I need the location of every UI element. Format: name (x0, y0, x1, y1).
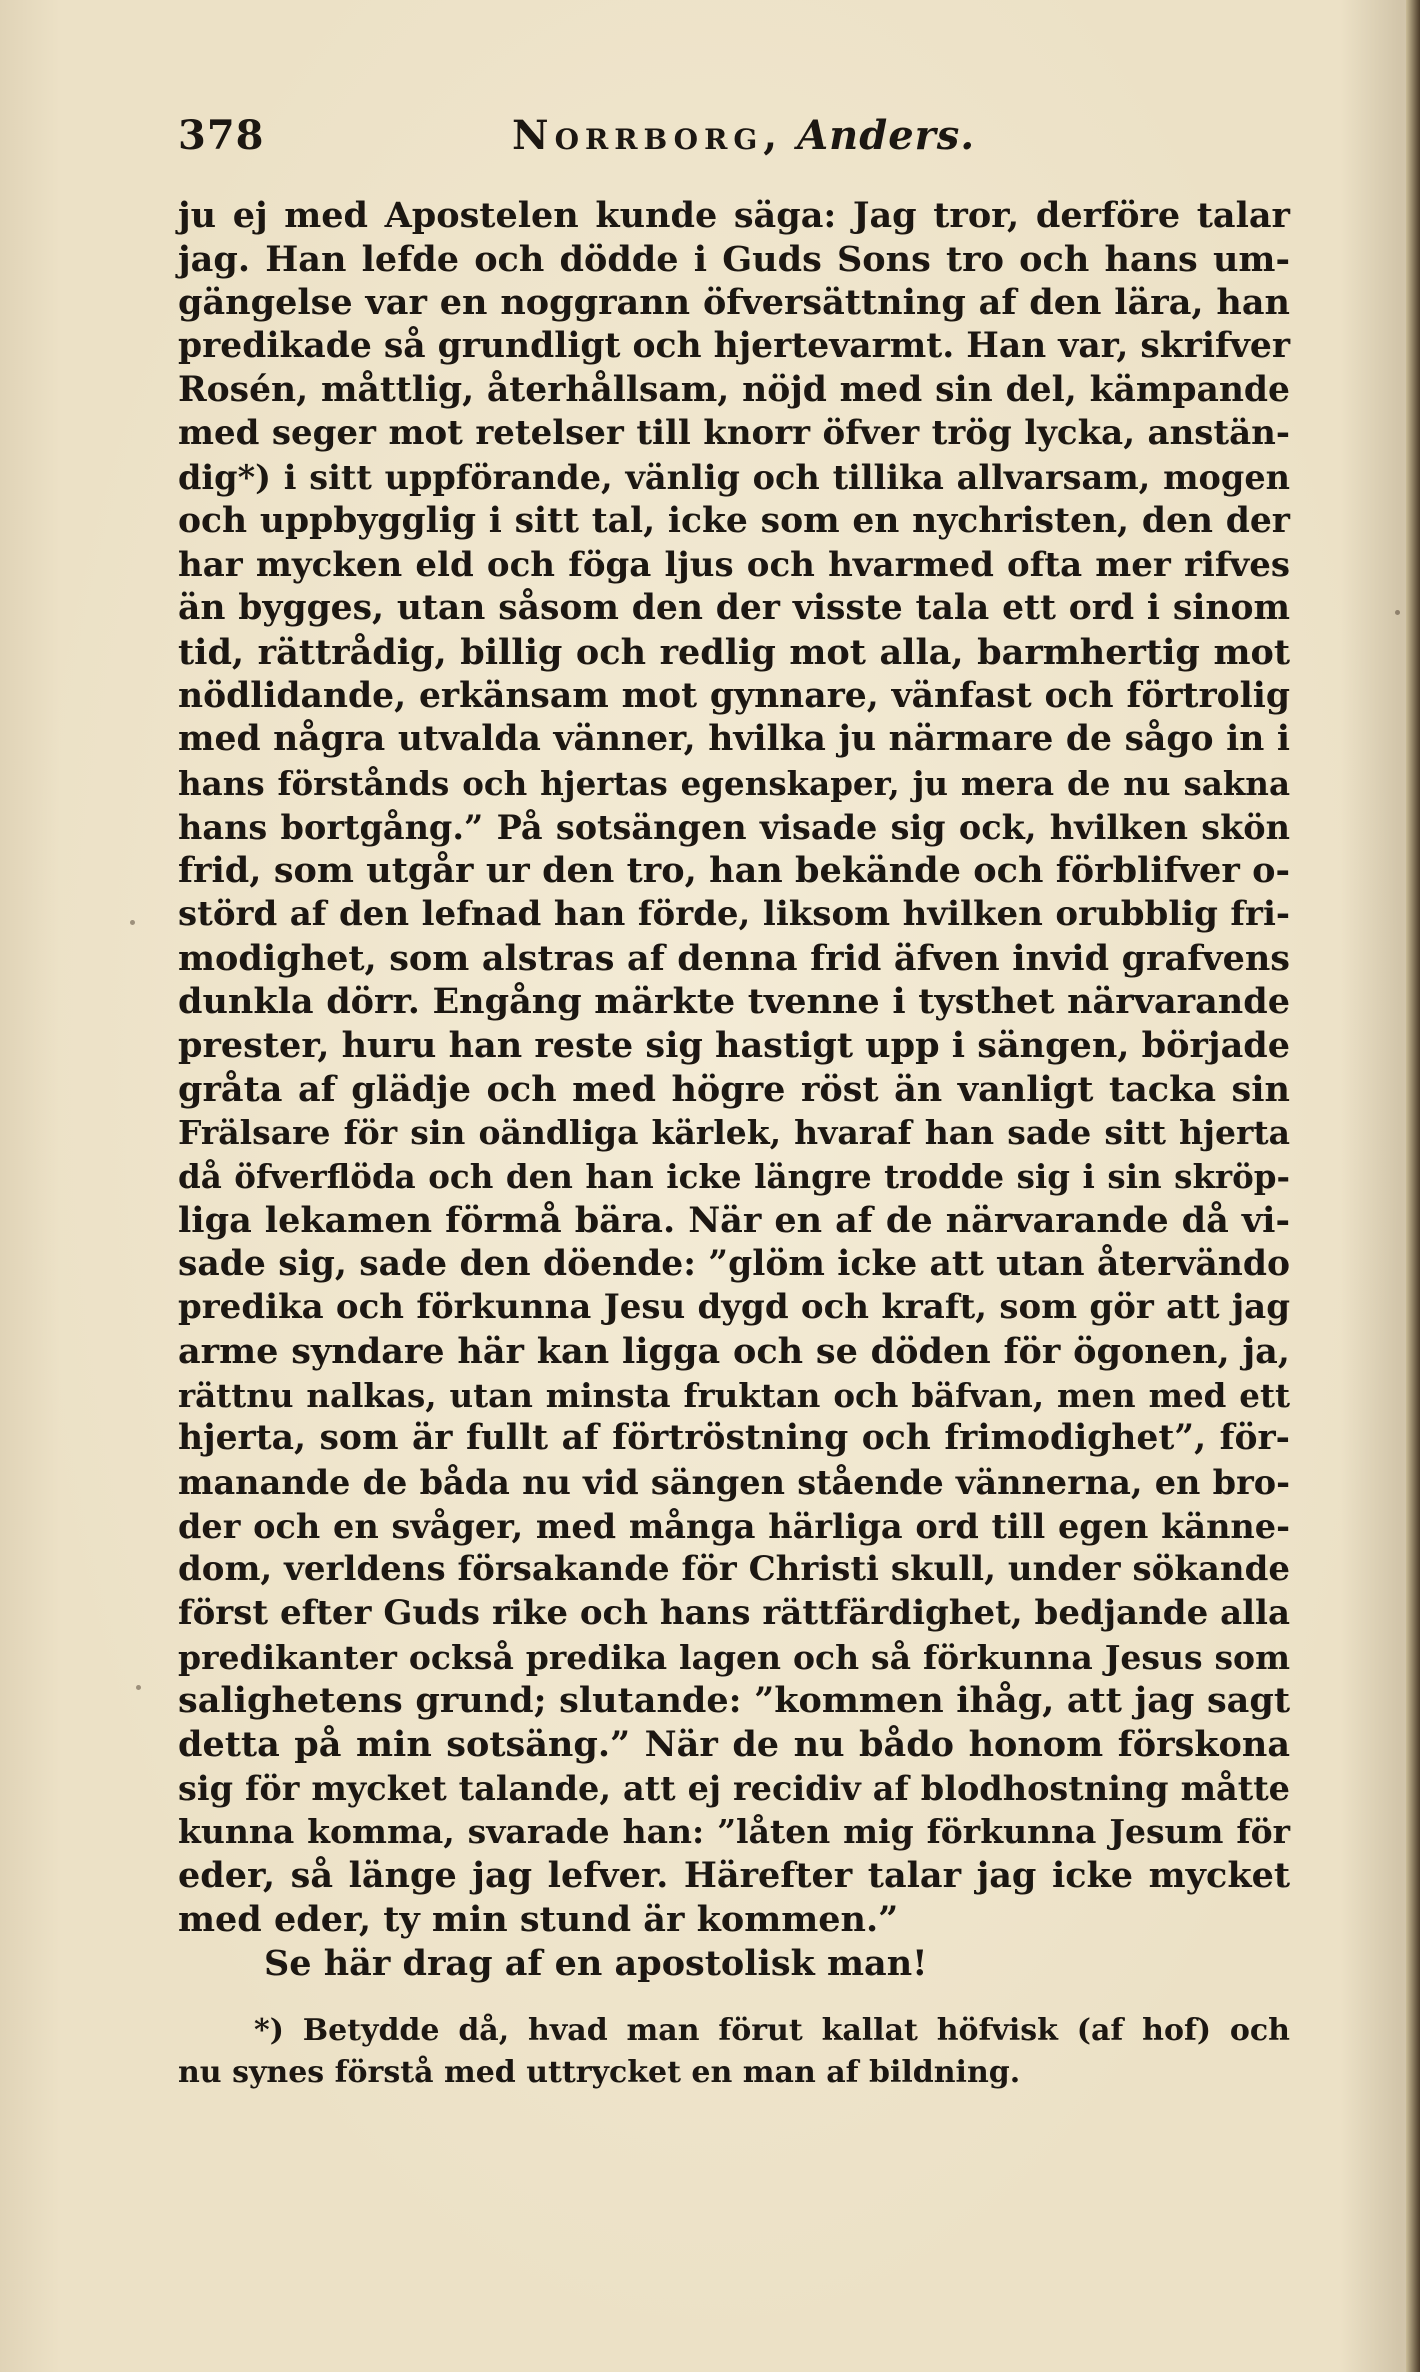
body-line: hans förstånds och hjertas egenskaper, ju mera de nu sakna (178, 763, 1290, 803)
body-line: detta på min sotsäng.” När de nu bådo honom förskona (178, 1724, 1290, 1766)
body-line: har mycken eld och föga ljus och hvarmed ofta mer rifves (178, 544, 1290, 585)
author-surname: Norrborg, (512, 112, 784, 159)
body-line: Rosén, måttlig, återhållsam, nöjd med sin del, kämpande (178, 369, 1290, 410)
paper-speck (1395, 610, 1400, 615)
body-line: frid, som utgår ur den tro, han bekände och förblifver o- (178, 850, 1290, 892)
body-line: dunkla dörr. Engång märkte tvenne i tysthet närvarande (178, 981, 1290, 1023)
body-line: prester, huru han reste sig hastigt upp i sängen, började (178, 1025, 1290, 1067)
body-line: dig*) i sitt uppförande, vänlig och tillika allvarsam, mogen (178, 458, 1290, 498)
body-line: gråta af glädje och med högre röst än vanligt tacka sin (178, 1068, 1290, 1110)
body-line: och uppbygglig i sitt tal, icke som en nychristen, den der (178, 500, 1290, 541)
page-edge-shadow (1406, 0, 1420, 2372)
author-firstname: Anders. (797, 112, 976, 159)
body-line: eder, så länge jag lefver. Härefter talar jag icke mycket (178, 1855, 1290, 1897)
body-line: störd af den lefnad han förde, liksom hvilken orubblig fri- (178, 894, 1290, 934)
page-number: 378 (178, 112, 265, 159)
body-line: sade sig, sade den döende: ”glöm icke att utan återvändo (178, 1243, 1290, 1284)
footnote-line: nu synes förstå med uttrycket en man af bildning. (178, 2055, 1021, 2090)
body-line: med seger mot retelser till knorr öfver trög lycka, anstän- (178, 413, 1290, 454)
body-line: hjerta, som är fullt af förtröstning och frimodighet”, för- (178, 1418, 1290, 1459)
body-line: predikade så grundligt och hjertevarmt. Han var, skrifver (178, 326, 1290, 367)
running-header (178, 112, 1288, 172)
body-line: nödlidande, erkänsam mot gynnare, vänfast och förtrolig (178, 675, 1290, 716)
body-line: sig för mycket talande, att ej recidiv af blodhostning måtte (178, 1768, 1290, 1808)
body-line: modighet, som alstras af denna frid äfven invid grafvens (178, 937, 1290, 979)
body-line: manande de båda nu vid sängen stående vännerna, en bro- (178, 1462, 1290, 1502)
paper-speck (136, 1685, 141, 1690)
body-line: Frälsare för sin oändliga kärlek, hvaraf han sade sitt hjerta (178, 1113, 1290, 1153)
body-line: dom, verldens försakande för Christi skull, under sökande (178, 1549, 1290, 1590)
body-line: gängelse var en noggrann öfversättning af den lära, han (178, 282, 1290, 324)
body-line: kunna komma, svarade han: ”låten mig förkunna Jesum för (178, 1812, 1290, 1852)
body-line: der och en svåger, med många härliga ord till egen känne- (178, 1506, 1290, 1546)
closing-line: Se här drag af en apostolisk man! (264, 1942, 928, 1984)
footnote-line: *) Betydde då, hvad man förut kallat höfvisk (af hof) och (254, 2013, 1290, 2048)
running-head-title (512, 112, 975, 159)
body-line: arme syndare här kan ligga och se döden för ögonen, ja, (178, 1330, 1290, 1372)
body-line: rättnu nalkas, utan minsta fruktan och bäfvan, men med ett (178, 1375, 1290, 1415)
body-line: hans bortgång.” På sotsängen visade sig ock, hvilken skön (178, 807, 1290, 847)
body-line: än bygges, utan såsom den der visste tala ett ord i sinom (178, 588, 1290, 629)
body-text (178, 194, 1290, 1985)
body-line: liga lekamen förmå bära. När en af de närvarande då vi- (178, 1199, 1290, 1241)
body-line: predikanter också predika lagen och så förkunna Jesus som (178, 1637, 1290, 1677)
body-line: salighetens grund; slutande: ”kommen ihåg, att jag sagt (178, 1680, 1290, 1722)
body-line: ju ej med Apostelen kunde säga: Jag tror, derföre talar (178, 195, 1290, 236)
body-line: tid, rättrådig, billig och redlig mot alla, barmhertig mot (178, 631, 1290, 673)
body-line: först efter Guds rike och hans rättfärdighet, bedjande alla (178, 1593, 1290, 1633)
body-line: då öfverflöda och den han icke längre trodde sig i sin skröp- (178, 1157, 1290, 1197)
body-line: med eder, ty min stund är kommen.” (178, 1898, 899, 1940)
paper-speck (130, 920, 135, 925)
footnote (178, 2010, 1290, 2094)
body-line: med några utvalda vänner, hvilka ju närmare de sågo in i (178, 719, 1290, 760)
body-line: predika och förkunna Jesu dygd och kraft, som gör att jag (178, 1287, 1290, 1328)
body-line: jag. Han lefde och dödde i Guds Sons tro och hans um- (178, 238, 1290, 280)
